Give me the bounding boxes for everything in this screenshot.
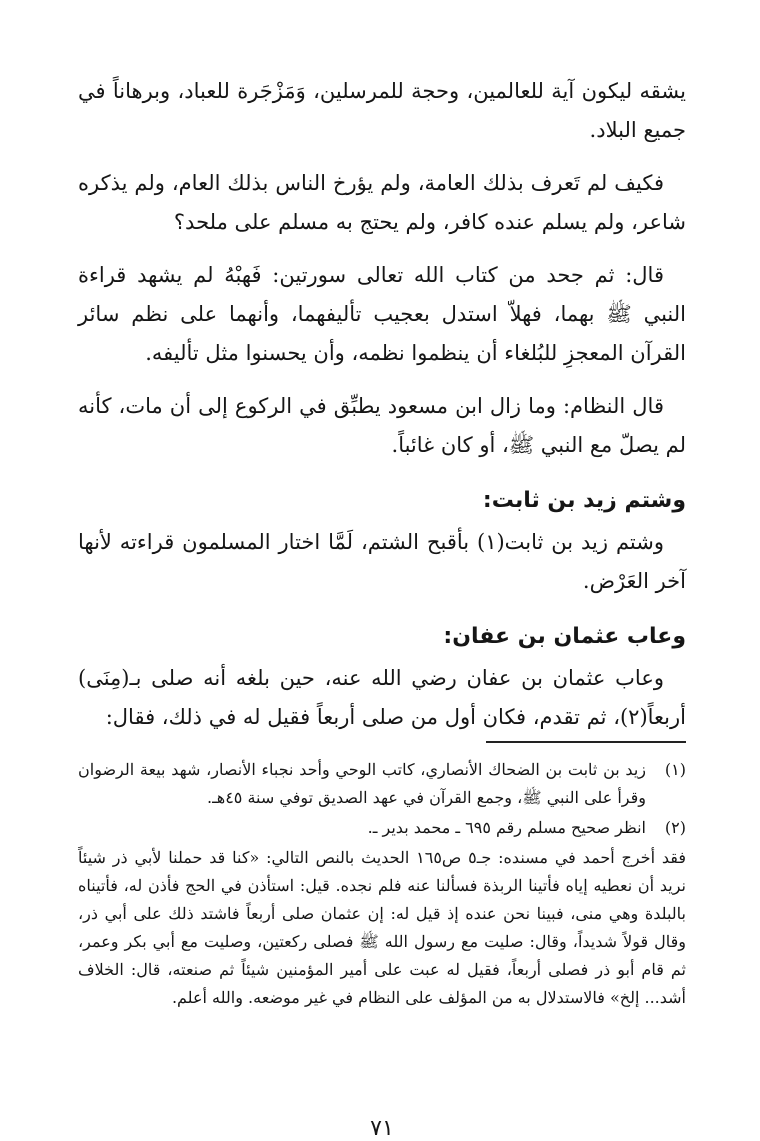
footnote-divider <box>486 741 686 743</box>
footnote-2-number: (٢) <box>664 818 686 837</box>
page-number: ٧١ <box>370 1116 394 1141</box>
paragraph-4: قال النظام: وما زال ابن مسعود يطبِّق في الركوع إلى أن مات، كأنه لم يصلّ مع النبي ﷺ، أو كان غائباً. <box>78 394 686 457</box>
footnotes <box>78 756 686 1012</box>
section-heading-zaid: وشتم زيد بن ثابت: <box>482 488 686 513</box>
page-body <box>78 72 686 1141</box>
footnote-2 <box>78 814 686 842</box>
footnote-1 <box>78 756 686 812</box>
footnote-2-continuation: فقد أخرج أحمد في مسنده: جـ٥ ص١٦٥ الحديث بالنص التالي: «كنا قد حملنا لأبي ذر شيئاً نريد أن نعطيه إياه فأتينا الربذة فسألنا عنه فلم نجده. قيل: استأذن في الحج فأذن له، فأتيناه بالبلدة وهي منى، فبينا نحن عنده إذ قيل له: إن عثمان صلى أربعاً فاشتد ذلك على أبي ذر، وقال قولاً شديداً، وقال: صليت مع رسول الله ﷺ فصلى ركعتين، وصليت مع أبي بكر وعمر، ثم قام أبو ذر فصلى أربعاً، فقيل له عبت على أمير المؤمنين شيئاً ثم صنعته، قال: الخلاف أشد... إلخ» فالاستدلال به من المؤلف على النظام في غير موضعه. والله أعلم. <box>78 848 686 1007</box>
paragraph-2: فكيف لم تَعرف بذلك العامة، ولم يؤرخ الناس بذلك العام، ولم يذكره شاعر، ولم يسلم عنده كافر، ولم يحتج به مسلم على ملحد؟ <box>78 171 686 234</box>
footnote-1-number: (١) <box>664 760 686 779</box>
paragraph-5: وشتم زيد بن ثابت(١) بأقبح الشتم، لَمَّا اختار المسلمون قراءته لأنها آخر العَرْض. <box>78 530 686 593</box>
section-heading-uthman: وعاب عثمان بن عفان: <box>443 624 686 649</box>
footnote-2-text: انظر صحيح مسلم رقم ٦٩٥ ـ محمد بدير ـ. <box>367 818 646 837</box>
paragraph-3: قال: ثم جحد من كتاب الله تعالى سورتين: فَهبْهُ لم يشهد قراءة النبي ﷺ بهما، فهلاّ استدل بعجيب تأليفهما، وأنهما على نظم سائر القرآن المعجزِ للبُلغاء أن ينظموا نظمه، وأن يحسنوا مثل تأليفه. <box>78 263 686 365</box>
paragraph-6: وعاب عثمان بن عفان رضي الله عنه، حين بلغه أنه صلى بـ(مِنَى) أربعاً(٢)، ثم تقدم، فكان أول من صلى أربعاً فقيل له في ذلك، فقال: <box>78 666 686 729</box>
paragraph-1: يشقه ليكون آية للعالمين، وحجة للمرسلين، وَمَزْجَرة للعباد، وبرهاناً في جميع البلاد. <box>78 79 686 142</box>
footnote-1-text: زيد بن ثابت بن الضحاك الأنصاري، كاتب الوحي وأحد نجباء الأنصار، شهد بيعة الرضوان وقرأ على النبي ﷺ، وجمع القرآن في عهد الصديق توفي سنة ٤٥هـ. <box>78 760 646 807</box>
